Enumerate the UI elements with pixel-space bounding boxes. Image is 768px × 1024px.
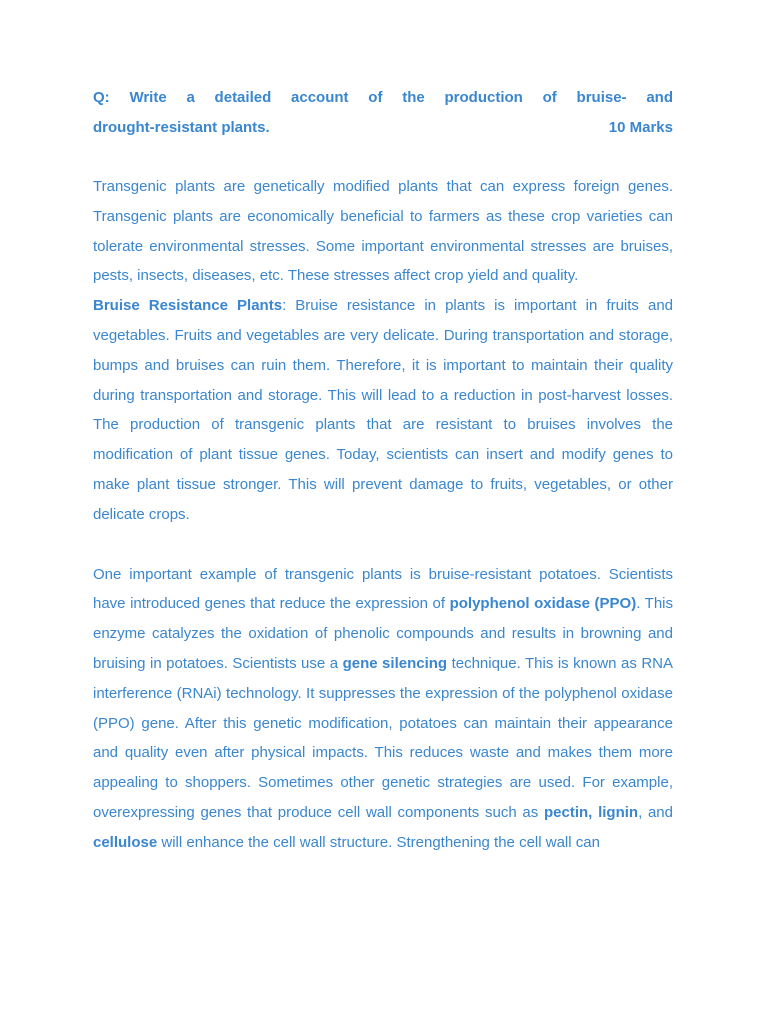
marks-label: 10 Marks xyxy=(608,118,673,136)
question-line-2 xyxy=(93,113,673,143)
question-line-1: Q: Write a detailed account of the production of bruise- and xyxy=(93,89,673,106)
potato-example-paragraph xyxy=(93,560,673,858)
ppo-term: polyphenol oxidase (PPO) xyxy=(449,595,637,613)
pectin-lignin-term: pectin, lignin xyxy=(544,803,639,821)
example-text-3: technique. This is known as RNA interference (RNAi) technology. It suppresses the expression of the polyphenol oxidase (PPO) gene. After this genetic modification, potatoes can maintain their appearance and quality even after physical impacts. This reduces waste and makes them more appealing to shoppers. Sometimes other genetic strategies are used. For example, overexpressing genes that produce cell wall components such as xyxy=(93,654,673,821)
example-text-2: . This enzyme catalyzes the oxidation of phenolic compounds and results in browning and bruising in potatoes. Scientists use a xyxy=(93,595,673,672)
bruise-resistance-paragraph xyxy=(93,291,673,529)
example-text-5: will enhance the cell wall structure. Strengthening the cell wall can xyxy=(157,833,600,851)
cellulose-term: cellulose xyxy=(93,833,158,851)
bruise-resistance-heading: Bruise Resistance Plants xyxy=(93,297,283,315)
example-text-4: , and xyxy=(638,803,673,821)
bruise-resistance-text: : Bruise resistance in plants is important in fruits and vegetables. Fruits and vegetables are very delicate. During transportation and storage, bumps and bruises can ruin them. Therefore, it is important to maintain their quality during transportation and storage. This will lead to a reduction in post-harvest losses. The production of transgenic plants that are resistant to bruises involves the modification of plant tissue genes. Today, scientists can insert and modify genes to make plant tissue stronger. This will prevent damage to fruits, vegetables, or other delicate crops. xyxy=(93,297,674,523)
intro-paragraph: Transgenic plants are genetically modified plants that can express foreign genes. Transgenic plants are economically beneficial to farmers as these crop varieties can tolerate environmental stresses. Some important environmental stresses are bruises, pests, insects, diseases, etc. These stresses affect crop yield and quality. xyxy=(93,178,673,285)
gene-silencing-term: gene silencing xyxy=(342,654,448,672)
question-heading xyxy=(93,83,673,142)
document-page xyxy=(93,83,673,858)
example-text-1: One important example of transgenic plants is bruise-resistant potatoes. Scientists have introduced genes that reduce the expression of xyxy=(93,565,673,613)
question-line-2-text: drought-resistant plants. xyxy=(93,118,270,136)
